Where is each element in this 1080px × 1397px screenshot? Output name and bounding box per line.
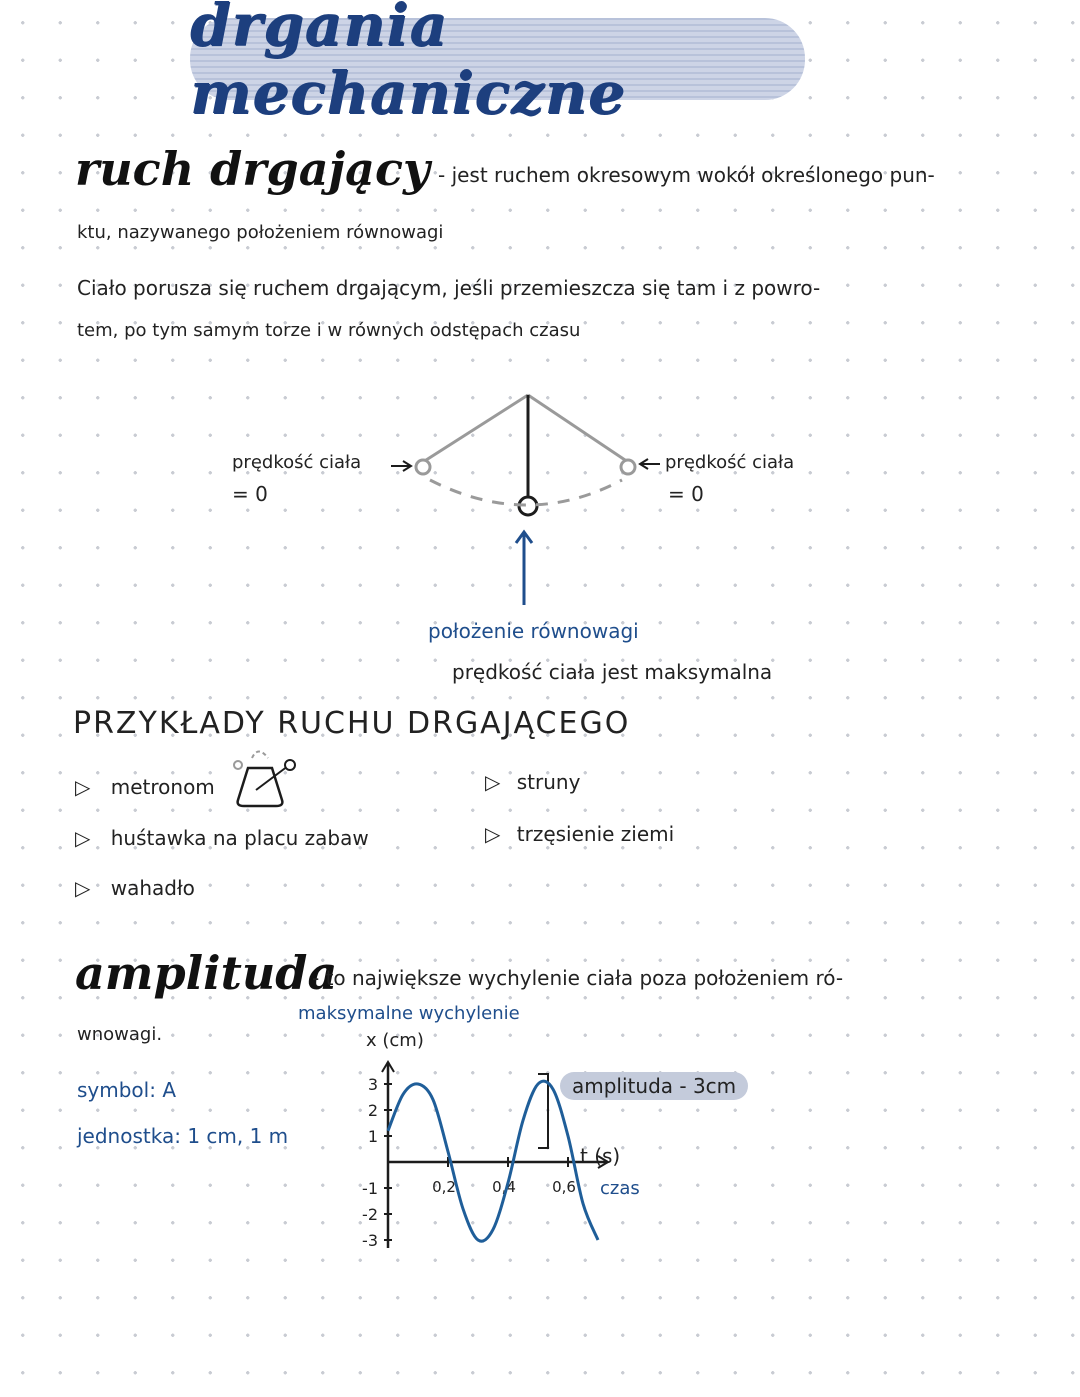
y-tick-label: -3 [362, 1231, 378, 1250]
x-tick-label: 0,4 [492, 1178, 516, 1196]
example-item-struny: ▷ struny [485, 770, 581, 794]
y-tick-label: -1 [362, 1179, 378, 1198]
x-tick-label: 0,6 [552, 1178, 576, 1196]
triangle-bullet-icon: ▷ [75, 876, 91, 900]
right-speed-value: = 0 [668, 482, 704, 506]
chart-x-sublabel: czas [600, 1178, 640, 1199]
left-speed-label: prędkość ciała [232, 452, 362, 473]
y-tick-label: -2 [362, 1205, 378, 1224]
paragraph-line-1: Ciało porusza się ruchem drgającym, jeśli przemieszcza się tam i z powro- [77, 276, 821, 300]
amplitude-badge-text: amplituda - 3cm [560, 1072, 748, 1100]
definition-line-1: - jest ruchem okresowym wokół określonego pun- [438, 163, 935, 187]
left-speed-value: = 0 [232, 482, 268, 506]
triangle-bullet-icon: ▷ [485, 822, 501, 846]
definition-line-2: ktu, nazywanego położeniem równowagi [77, 222, 444, 243]
example-item-metronom: ▷ metronom [75, 775, 215, 799]
chart-annotation-max: maksymalne wychylenie [298, 1003, 520, 1024]
example-item-hustawka: ▷ huśtawka na placu zabaw [75, 826, 369, 850]
amplitude-definition-line-1: - to największe wychylenie ciała poza położeniem ró- [312, 966, 844, 990]
amplitude-definition-line-2: wnowagi. [77, 1024, 163, 1045]
paragraph-line-2: tem, po tym samym torze i w równych odstępach czasu [77, 320, 581, 341]
chart-x-label: t (s) [580, 1144, 621, 1168]
max-speed-label: prędkość ciała jest maksymalna [452, 660, 773, 684]
triangle-bullet-icon: ▷ [75, 775, 91, 799]
y-tick-label: 2 [367, 1101, 378, 1120]
x-tick-label: 0,2 [432, 1178, 456, 1196]
amplitude-bracket [538, 1074, 548, 1148]
examples-heading: PRZYKŁADY RUCHU DRGAJĄCEGO [73, 706, 631, 741]
right-speed-label: prędkość ciała [665, 452, 795, 473]
term-ruch-drgajacy: ruch drgający [75, 142, 430, 196]
triangle-bullet-icon: ▷ [75, 826, 91, 850]
y-tick-label: 1 [367, 1127, 378, 1146]
example-item-trzesienie: ▷ trzęsienie ziemi [485, 822, 675, 846]
equilibrium-label: położenie równowagi [428, 619, 639, 643]
example-item-wahadlo: ▷ wahadło [75, 876, 195, 900]
symbol-label: symbol: A [77, 1078, 177, 1102]
chart-y-label: x (cm) [366, 1030, 424, 1051]
page-title: drgania mechaniczne [190, 0, 626, 127]
y-tick-label: 3 [367, 1075, 378, 1094]
term-amplituda: amplituda [75, 946, 338, 1000]
unit-label: jednostka: 1 cm, 1 m [77, 1124, 289, 1148]
triangle-bullet-icon: ▷ [485, 770, 501, 794]
